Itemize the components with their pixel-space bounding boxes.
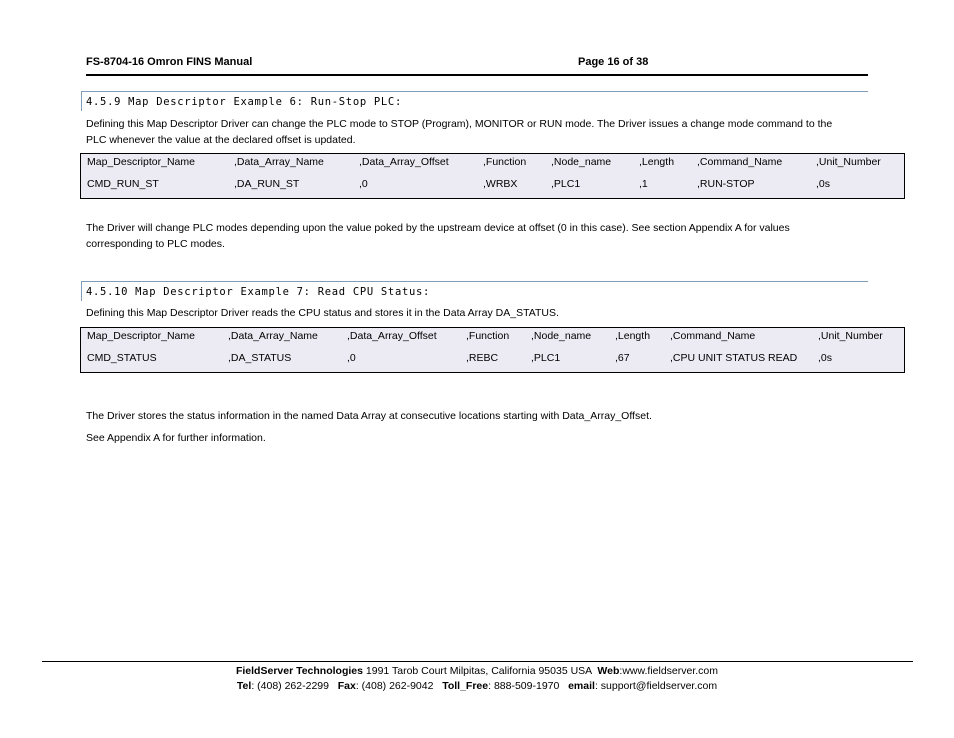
table1-header-cell: ,Command_Name: [697, 156, 783, 168]
section1-note: [86, 220, 868, 252]
footer-tel-label: Tel: [236, 680, 252, 692]
table1-row-cell: ,PLC1: [551, 178, 581, 190]
footer-email-link[interactable]: : support@fieldserver.com: [594, 680, 718, 692]
section1-intro-line2: PLC whenever the value at the declared offset is updated.: [86, 134, 356, 146]
table2-row-cell: ,67: [615, 352, 630, 364]
footer-company: FieldServer Technologies: [235, 665, 363, 677]
section1-intro: [86, 116, 868, 148]
section1-note-line1: The Driver will change PLC modes depending upon the value poked by the upstream device at offset (0 in this case). See section Appendix A for values: [86, 222, 790, 234]
section1-note-line2: corresponding to PLC modes.: [86, 238, 225, 250]
table2-header-cell: ,Data_Array_Offset: [347, 330, 437, 342]
table2-header-cell: ,Length: [615, 330, 651, 342]
table1-header-cell: ,Data_Array_Name: [234, 156, 324, 168]
table1-row-cell: ,0s: [816, 178, 831, 190]
table1-header-cell: Map_Descriptor_Name: [87, 156, 195, 168]
page-number: Page 16 of 38: [578, 56, 649, 68]
section2-note2: See Appendix A for further information.: [86, 432, 266, 444]
map-descriptor-table-1: [80, 153, 905, 199]
table2-row-cell: CMD_STATUS: [87, 352, 157, 364]
footer-web-link[interactable]: :www.fieldserver.com: [619, 665, 719, 677]
page-header: [86, 56, 868, 76]
footer-divider: [42, 661, 913, 662]
footer-web-label: Web: [597, 665, 620, 677]
footer-line-2: [0, 680, 954, 692]
footer-fax-value: : (408) 262-9042: [355, 680, 443, 692]
table2-row-cell: ,REBC: [466, 352, 499, 364]
table1-header-cell: ,Function: [483, 156, 527, 168]
manual-title: FS-8704-16 Omron FINS Manual: [86, 56, 253, 68]
table1-header-cell: ,Node_name: [551, 156, 612, 168]
table1-row-cell: ,WRBX: [483, 178, 518, 190]
table2-row-cell: ,0: [347, 352, 356, 364]
table1-header-cell: ,Unit_Number: [816, 156, 881, 168]
footer-fax-label: Fax: [337, 680, 356, 692]
table2-header-cell: ,Node_name: [531, 330, 592, 342]
table1-row-cell: ,DA_RUN_ST: [234, 178, 300, 190]
section2-note1: The Driver stores the status information in the named Data Array at consecutive locations starting with Data_Array_Offset.: [86, 410, 652, 422]
table2-row-cell: ,0s: [818, 352, 833, 364]
table2-row-cell: ,CPU UNIT STATUS READ: [670, 352, 798, 364]
section2-intro: Defining this Map Descriptor Driver reads the CPU status and stores it in the Data Array DA_STATUS.: [86, 307, 559, 319]
table2-header-cell: ,Data_Array_Name: [228, 330, 318, 342]
section-heading-4-5-9: 4.5.9 Map Descriptor Example 6: Run-Stop PLC:: [81, 91, 868, 111]
footer-tel-value: : (408) 262-2299: [251, 680, 338, 692]
footer-tollfree-label: Toll_Free: [442, 680, 489, 692]
section-heading-4-5-10: 4.5.10 Map Descriptor Example 7: Read CPU Status:: [81, 281, 868, 301]
table2-header-cell: ,Command_Name: [670, 330, 756, 342]
table1-row-cell: ,RUN-STOP: [697, 178, 755, 190]
table2-row-cell: ,PLC1: [531, 352, 561, 364]
table1-row-cell: CMD_RUN_ST: [87, 178, 159, 190]
footer-line-1: [0, 665, 954, 677]
table2-header-cell: Map_Descriptor_Name: [87, 330, 195, 342]
table2-header-cell: ,Unit_Number: [818, 330, 883, 342]
map-descriptor-table-2: [80, 327, 905, 373]
section1-intro-line1: Defining this Map Descriptor Driver can change the PLC mode to STOP (Program), MONITOR or RUN mode. The Driver issues a change mode command to the: [86, 118, 833, 130]
table2-header-cell: ,Function: [466, 330, 510, 342]
table1-row-cell: ,0: [359, 178, 368, 190]
footer-address: 1991 Tarob Court Milpitas, California 95035 USA: [362, 665, 598, 677]
table1-header-cell: ,Length: [639, 156, 675, 168]
footer-tollfree-value: : 888-509-1970: [488, 680, 569, 692]
footer-email-label: email: [568, 680, 595, 692]
table1-row-cell: ,1: [639, 178, 648, 190]
table2-row-cell: ,DA_STATUS: [228, 352, 292, 364]
table1-header-cell: ,Data_Array_Offset: [359, 156, 449, 168]
